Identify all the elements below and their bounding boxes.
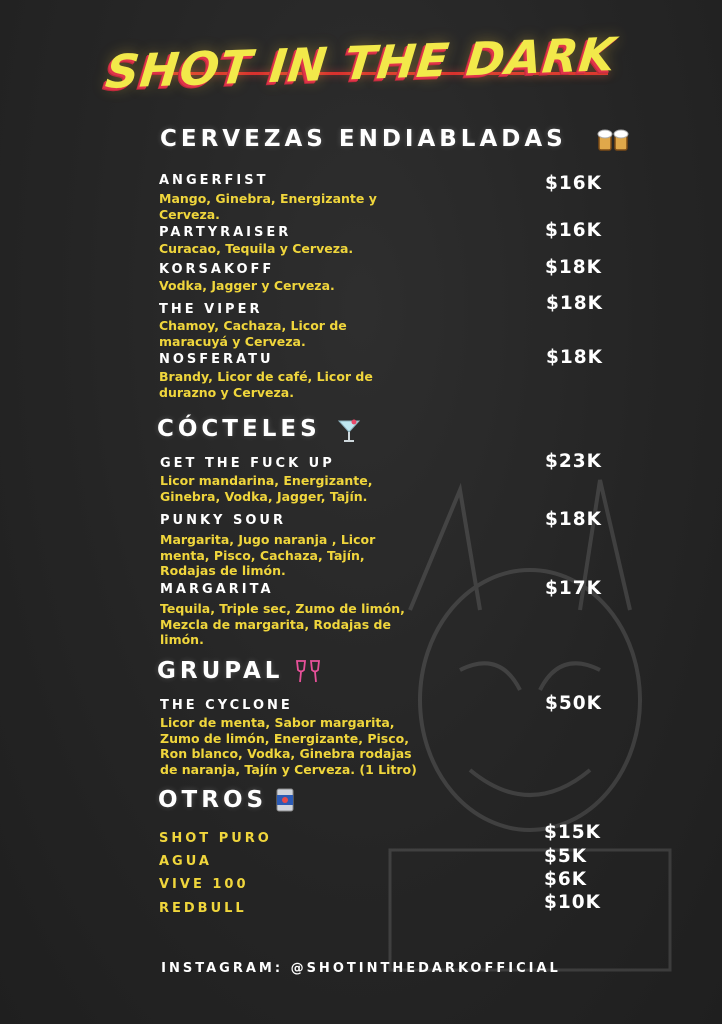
item-price-the-cyclone: $50K (545, 693, 602, 714)
item-price-the-viper: $18K (546, 293, 603, 314)
item-name-nosferatu: NOSFERATU (159, 352, 274, 367)
item-price-punky-sour: $18K (545, 509, 602, 530)
item-name-agua: AGUA (159, 854, 212, 869)
item-name-shot-puro: SHOT PURO (159, 831, 272, 846)
item-desc-korsakoff: Vodka, Jagger y Cerveza. (159, 278, 335, 293)
section-title-cervezas: CERVEZAS ENDIABLADAS (160, 126, 567, 152)
section-title-cocteles: CÓCTELES (157, 416, 321, 442)
item-name-the-cyclone: THE CYCLONE (160, 698, 293, 713)
wine-toast-icon (294, 658, 322, 686)
instagram-footer: INSTAGRAM: @SHOTINTHEDARKOFFICIAL (161, 961, 561, 976)
item-desc-partyraiser: Curacao, Tequila y Cerveza. (159, 241, 354, 256)
item-name-vive-100: VIVE 100 (159, 877, 249, 892)
cocktail-glass-icon (337, 418, 361, 444)
item-name-partyraiser: PARTYRAISER (159, 225, 292, 240)
section-title-grupal: GRUPAL (157, 658, 284, 684)
item-price-get-the-fuck-up: $23K (545, 451, 602, 472)
item-name-korsakoff: KORSAKOFF (159, 262, 275, 277)
item-desc-nosferatu: Brandy, Licor de café, Licor de durazno y Cerveza. (159, 369, 373, 400)
brand-logo-title: SHOT IN THE DARK (103, 27, 619, 99)
item-price-shot-puro: $15K (544, 822, 601, 843)
item-desc-angerfist: Mango, Ginebra, Energizante y Cerveza. (159, 191, 377, 222)
section-title-otros: OTROS (158, 787, 268, 813)
item-price-nosferatu: $18K (546, 347, 603, 368)
item-desc-punky-sour: Margarita, Jugo naranja , Licor menta, Pisco, Cachaza, Tajín, Rodajas de limón. (160, 532, 376, 578)
item-name-angerfist: ANGERFIST (159, 173, 269, 188)
devil-watermark (370, 470, 710, 990)
item-price-agua: $5K (544, 846, 588, 867)
energy-can-icon (274, 787, 296, 813)
item-price-margarita: $17K (545, 578, 602, 599)
item-price-redbull: $10K (544, 892, 601, 913)
item-price-angerfist: $16K (545, 173, 602, 194)
item-name-the-viper: THE VIPER (159, 302, 263, 317)
beer-mugs-icon (597, 128, 631, 154)
item-desc-the-viper: Chamoy, Cachaza, Licor de maracuyá y Cerveza. (159, 318, 347, 349)
brand-header (0, 27, 722, 110)
item-name-margarita: MARGARITA (160, 582, 274, 597)
item-price-partyraiser: $16K (545, 220, 602, 241)
item-price-vive-100: $6K (544, 869, 588, 890)
item-desc-get-the-fuck-up: Licor mandarina, Energizante, Ginebra, Vodka, Jagger, Tajín. (160, 473, 373, 504)
item-desc-margarita: Tequila, Triple sec, Zumo de limón, Mezcla de margarita, Rodajas de limón. (160, 601, 405, 647)
item-name-punky-sour: PUNKY SOUR (160, 513, 286, 528)
item-name-redbull: REDBULL (159, 901, 247, 916)
item-desc-the-cyclone: Licor de menta, Sabor margarita, Zumo de limón, Energizante, Pisco, Ron blanco, Vodka, Ginebra rodajas de naranja, Tajín y Cerveza. (1 Litro) (160, 715, 417, 777)
item-price-korsakoff: $18K (545, 257, 602, 278)
item-name-get-the-fuck-up: GET THE FUCK UP (160, 456, 335, 471)
